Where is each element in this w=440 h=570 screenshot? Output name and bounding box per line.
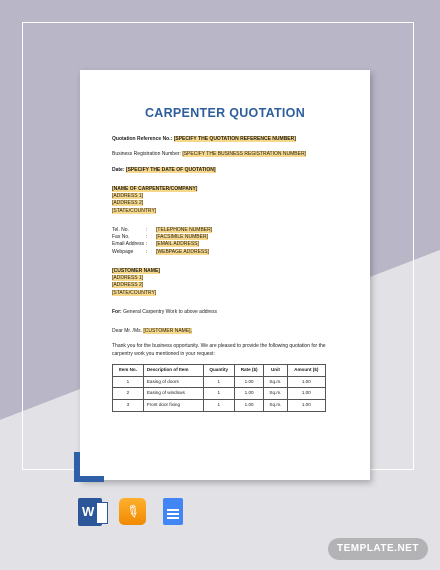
customer-address2: [ADDRESS 2] [112,282,144,289]
contact-sep: : [146,248,148,255]
salutation-line [112,328,338,335]
for-label: For: [112,308,122,315]
table-header: Description of Item [143,364,203,376]
table-cell: 3 [113,399,144,411]
contact-value: [TELEPHONE NUMBER] [156,226,213,233]
contact-value: [EMAIL ADDRESS] [156,241,199,248]
business-reg-value: [SPECIFY THE BUSINESS REGISTRATION NUMBER] [182,151,306,158]
table-row [113,388,326,400]
format-icons [78,498,183,526]
table-cell: Easing of windows [143,388,203,400]
table-header: Unit [264,364,287,376]
customer-block [112,268,338,297]
contact-label: Email Address [112,241,144,248]
contact-label: Fax No. [112,234,130,241]
quotation-table [112,364,326,412]
quotation-ref-line [112,136,338,143]
contact-label: Webpage [112,248,134,255]
table-header: Rate ($) [234,364,263,376]
date-label: Date: [112,166,125,173]
customer-state: [STATE/COUNTRY] [112,289,157,296]
business-reg-line [112,151,338,158]
contact-label: Tel. No. [112,226,129,233]
pages-icon[interactable]: ✎ [119,498,146,525]
contact-value: [WEBPAGE ADDRESS] [156,248,209,255]
contact-sep: : [146,234,148,241]
salutation: Dear Mr. /Ms. [112,328,143,335]
template-net-badge[interactable]: TEMPLATE.NET [328,538,428,560]
company-address1: [ADDRESS 1] [112,193,144,200]
table-cell: 1 [113,376,144,388]
word-letter: W [82,504,95,519]
table-cell: Easing of doors [143,376,203,388]
table-cell: 1.00 [287,399,325,411]
table-cell: 1.00 [234,388,263,400]
table-cell: 1.00 [234,376,263,388]
business-reg-label: Business Registration Number: [112,151,181,158]
contact-value: [FACSIMILE NUMBER] [156,234,208,241]
word-icon[interactable] [78,498,102,526]
table-cell: Front door fixing [143,399,203,411]
for-value: General Carpentry Work to above address [123,308,217,315]
company-address2: [ADDRESS 2] [112,200,144,207]
table-cell: 1.00 [287,388,325,400]
table-cell: Sq.m. [264,388,287,400]
quotation-ref-label: Quotation Reference No.: [112,136,173,143]
date-line [112,167,338,174]
contact-sep: : [146,226,148,233]
table-cell: 1 [203,376,234,388]
customer-address1: [ADDRESS 1] [112,275,144,282]
intro-paragraph: Thank you for the business opportunity. We are pleased to provide the following quotation for the carpentry work you mentioned in your request: [112,343,326,357]
table-row [113,399,326,411]
table-header-row [113,364,326,376]
quotation-ref-value: [SPECIFY THE QUOTATION REFERENCE NUMBER] [173,136,296,143]
table-cell: 1 [203,399,234,411]
table-cell: 2 [113,388,144,400]
document-page [80,70,370,480]
corner-accent [74,476,104,482]
for-line [112,309,338,316]
document-title: CARPENTER QUOTATION [144,106,306,120]
table-cell: 1.00 [287,376,325,388]
google-docs-icon[interactable] [163,498,183,525]
customer-name: [CUSTOMER NAME] [112,267,160,274]
table-cell: Sq.m. [264,399,287,411]
contact-sep: : [146,241,148,248]
table-row [113,376,326,388]
contact-block [112,227,338,256]
table-header: Item No. [113,364,144,376]
table-cell: Sq.m. [264,376,287,388]
date-value: [SPECIFY THE DATE OF QUOTATION] [125,166,216,173]
table-cell: 1 [203,388,234,400]
table-header: Amount ($) [287,364,325,376]
table-header: Quantity [203,364,234,376]
salutation-name: [CUSTOMER NAME], [143,328,192,335]
company-name: [NAME OF CARPENTER/COMPANY] [112,185,198,192]
company-block [112,186,338,215]
company-state: [STATE/COUNTRY] [112,207,157,214]
table-cell: 1.00 [234,399,263,411]
